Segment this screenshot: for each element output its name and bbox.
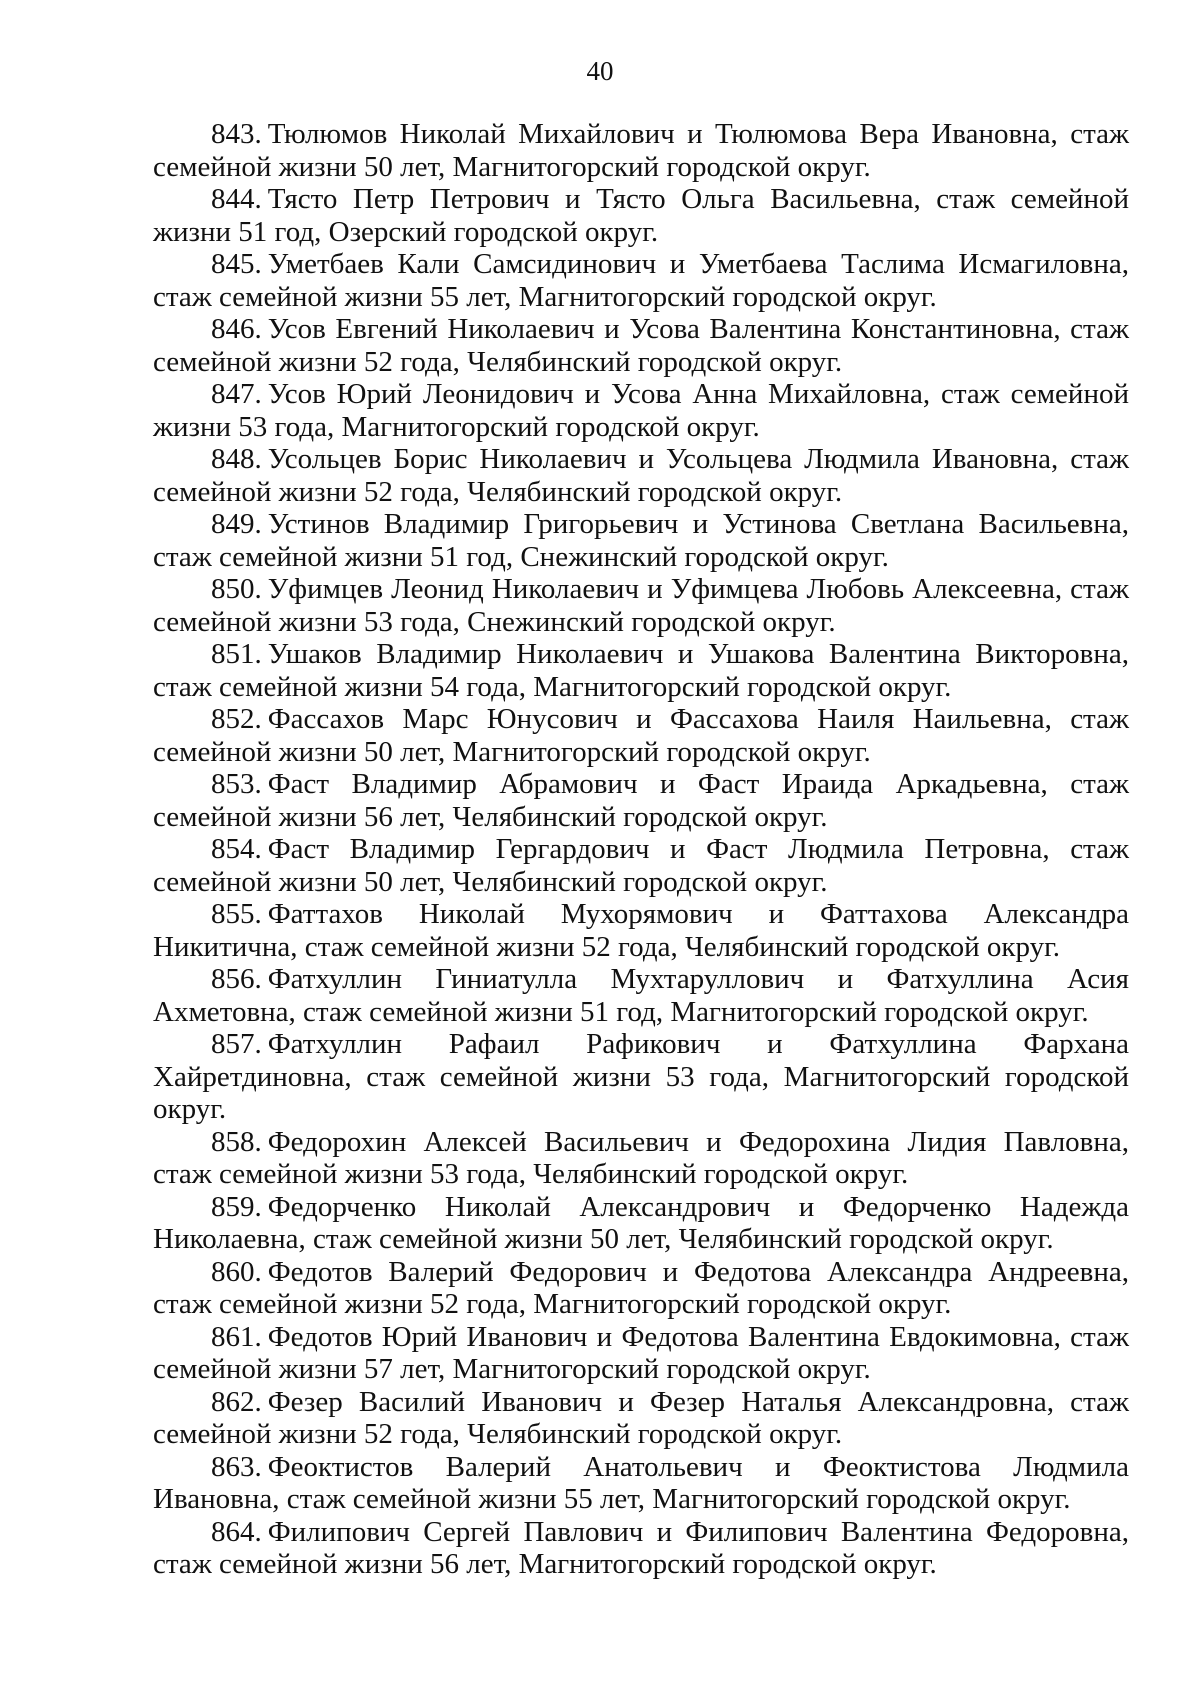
list-item	[153, 118, 1129, 183]
entry-number: 855.	[211, 898, 262, 930]
entry-number: 862.	[211, 1385, 262, 1418]
entry-text: Федотов Юрий Иванович и Федотова Валентина Евдокимовна, стаж семейной жизни 57 лет, Магнитогорский городской округ.	[153, 1320, 1129, 1385]
entry-number: 845.	[211, 248, 262, 280]
entry-text: Фаст Владимир Гергардович и Фаст Людмила Петровна, стаж семейной жизни 50 лет, Челябинский городской округ.	[153, 833, 1129, 898]
entry-text: Тюлюмов Николай Михайлович и Тюлюмова Вера Ивановна, стаж семейной жизни 50 лет, Магнитогорский городской округ.	[153, 118, 1129, 183]
list-item	[153, 443, 1129, 508]
entry-text: Фаст Владимир Абрамович и Фаст Ираида Аркадьевна, стаж семейной жизни 56 лет, Челябинский городской округ.	[153, 768, 1129, 833]
entry-text: Усов Юрий Леонидович и Усова Анна Михайловна, стаж семейной жизни 53 года, Магнитогорский городской округ.	[153, 378, 1129, 443]
entry-text: Уметбаев Кали Самсидинович и Уметбаева Таслима Исмагиловна, стаж семейной жизни 55 лет, Магнитогорский городской округ.	[153, 248, 1129, 313]
entry-number: 850.	[211, 573, 262, 605]
list-item	[153, 1028, 1129, 1126]
list-item	[153, 248, 1129, 313]
list-item	[153, 1126, 1129, 1191]
entry-number: 861.	[211, 1320, 262, 1353]
entry-number: 863.	[211, 1450, 262, 1483]
entry-number: 853.	[211, 768, 262, 800]
entry-text: Фаттахов Николай Мухорямович и Фаттахова Александра Никитична, стаж семейной жизни 52 года, Челябинский городской округ.	[153, 898, 1129, 963]
list-item	[153, 768, 1129, 833]
entry-text: Федорченко Николай Александрович и Федорченко Надежда Николаевна, стаж семейной жизни 50 лет, Челябинский городской округ.	[153, 1190, 1129, 1255]
entry-number: 846.	[211, 313, 262, 345]
entry-number: 857.	[211, 1028, 262, 1060]
list-item	[153, 1321, 1129, 1386]
entry-number: 848.	[211, 443, 262, 475]
entry-number: 849.	[211, 508, 262, 540]
entry-text: Усов Евгений Николаевич и Усова Валентина Константиновна, стаж семейной жизни 52 года, Челябинский городской округ.	[153, 313, 1129, 378]
list-item	[153, 1191, 1129, 1256]
entry-text: Фатхуллин Рафаил Рафикович и Фатхуллина Фархана Хайретдиновна, стаж семейной жизни 53 года, Магнитогорский городской округ.	[153, 1028, 1129, 1125]
entry-text: Уфимцев Леонид Николаевич и Уфимцева Любовь Алексеевна, стаж семейной жизни 53 года, Снежинский городской округ.	[153, 573, 1129, 638]
list-item	[153, 1516, 1129, 1581]
entry-text: Феоктистов Валерий Анатольевич и Феоктистова Людмила Ивановна, стаж семейной жизни 55 лет, Магнитогорский городской округ.	[153, 1450, 1129, 1515]
entry-text: Фассахов Марс Юнусович и Фассахова Наиля Наильевна, стаж семейной жизни 50 лет, Магнитогорский городской округ.	[153, 703, 1129, 768]
page-number: 40	[586, 56, 614, 86]
entry-text: Филипович Сергей Павлович и Филипович Валентина Федоровна, стаж семейной жизни 56 лет, Магнитогорский городской округ.	[153, 1515, 1129, 1580]
list-item	[153, 1451, 1129, 1516]
list-item	[153, 313, 1129, 378]
list-item	[153, 1256, 1129, 1321]
list-item	[153, 573, 1129, 638]
entry-list	[153, 118, 1129, 1581]
list-item	[153, 833, 1129, 898]
entry-number: 843.	[211, 118, 262, 150]
entry-number: 851.	[211, 638, 262, 670]
list-item	[153, 508, 1129, 573]
list-item	[153, 638, 1129, 703]
entry-text: Фатхуллин Гиниатулла Мухтаруллович и Фатхуллина Асия Ахметовна, стаж семейной жизни 51 год, Магнитогорский городской округ.	[153, 963, 1129, 1028]
list-item	[153, 1386, 1129, 1451]
entry-number: 864.	[211, 1515, 262, 1548]
entry-number: 854.	[211, 833, 262, 865]
entry-number: 859.	[211, 1190, 262, 1223]
entry-text: Федотов Валерий Федорович и Федотова Александра Андреевна, стаж семейной жизни 52 года, Магнитогорский городской округ.	[153, 1255, 1129, 1320]
entry-text: Фезер Василий Иванович и Фезер Наталья Александровна, стаж семейной жизни 52 года, Челябинский городской округ.	[153, 1385, 1129, 1450]
entry-text: Тясто Петр Петрович и Тясто Ольга Васильевна, стаж семейной жизни 51 год, Озерский городской округ.	[153, 183, 1129, 248]
entry-number: 847.	[211, 378, 262, 410]
entry-text: Усольцев Борис Николаевич и Усольцева Людмила Ивановна, стаж семейной жизни 52 года, Челябинский городской округ.	[153, 443, 1129, 508]
entry-number: 852.	[211, 703, 262, 735]
entry-number: 856.	[211, 963, 262, 995]
entry-number: 844.	[211, 183, 262, 215]
list-item	[153, 378, 1129, 443]
entry-text: Устинов Владимир Григорьевич и Устинова Светлана Васильевна, стаж семейной жизни 51 год, Снежинский городской округ.	[153, 508, 1129, 573]
list-item	[153, 703, 1129, 768]
entry-text: Федорохин Алексей Васильевич и Федорохина Лидия Павловна, стаж семейной жизни 53 года, Челябинский городской округ.	[153, 1125, 1129, 1190]
list-item	[153, 963, 1129, 1028]
entry-text: Ушаков Владимир Николаевич и Ушакова Валентина Викторовна, стаж семейной жизни 54 года, Магнитогорский городской округ.	[153, 638, 1129, 703]
list-item	[153, 183, 1129, 248]
entry-number: 858.	[211, 1125, 262, 1158]
entry-number: 860.	[211, 1255, 262, 1288]
list-item	[153, 898, 1129, 963]
